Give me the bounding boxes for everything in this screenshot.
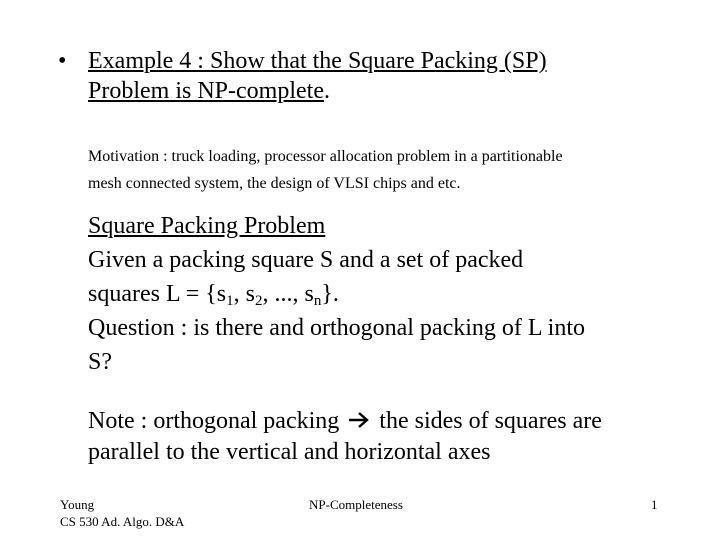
- footer-course: CS 530 Ad. Algo. D&A: [60, 514, 185, 529]
- example-heading: [88, 46, 698, 106]
- motivation-text: [88, 143, 698, 197]
- subscript-1: 1: [226, 293, 234, 309]
- subscript-2: 2: [254, 293, 263, 309]
- question-line-2: S?: [88, 349, 112, 375]
- heading-line-1: Example 4 : Show that the Square Packing (SP): [88, 48, 547, 74]
- set-suffix: }.: [321, 281, 339, 307]
- heading-line-2: Problem is NP-complete: [88, 78, 324, 104]
- bullet-icon: •: [58, 48, 67, 74]
- footer-author-course: [60, 496, 184, 530]
- heading-period: .: [323, 78, 330, 104]
- note-prefix: Note : orthogonal packing: [88, 408, 340, 434]
- right-arrow-icon: [347, 410, 371, 430]
- problem-given: Given a packing square S and a set of packed: [88, 247, 524, 273]
- question-line-1: Question : is there and orthogonal packing of L into: [88, 315, 586, 341]
- footer-topic: NP-Completeness: [309, 497, 403, 512]
- subscript-n: n: [313, 293, 322, 309]
- page-number: 1: [651, 497, 658, 512]
- set-sep-1: , s: [233, 281, 255, 307]
- problem-block: [88, 209, 698, 379]
- set-prefix: squares L = {s: [88, 281, 227, 307]
- problem-title: Square Packing Problem: [88, 213, 326, 239]
- motivation-line-2: mesh connected system, the design of VLSI chips and etc.: [88, 175, 461, 192]
- footer-author: Young: [60, 497, 95, 512]
- problem-set-line: [88, 281, 339, 307]
- note-suffix: the sides of squares are: [373, 408, 602, 434]
- note-block: [88, 406, 698, 468]
- motivation-line-1: Motivation : truck loading, processor allocation problem in a partitionable: [88, 148, 563, 165]
- note-line-2: parallel to the vertical and horizontal axes: [88, 439, 491, 465]
- set-sep-2: , ..., s: [262, 281, 314, 307]
